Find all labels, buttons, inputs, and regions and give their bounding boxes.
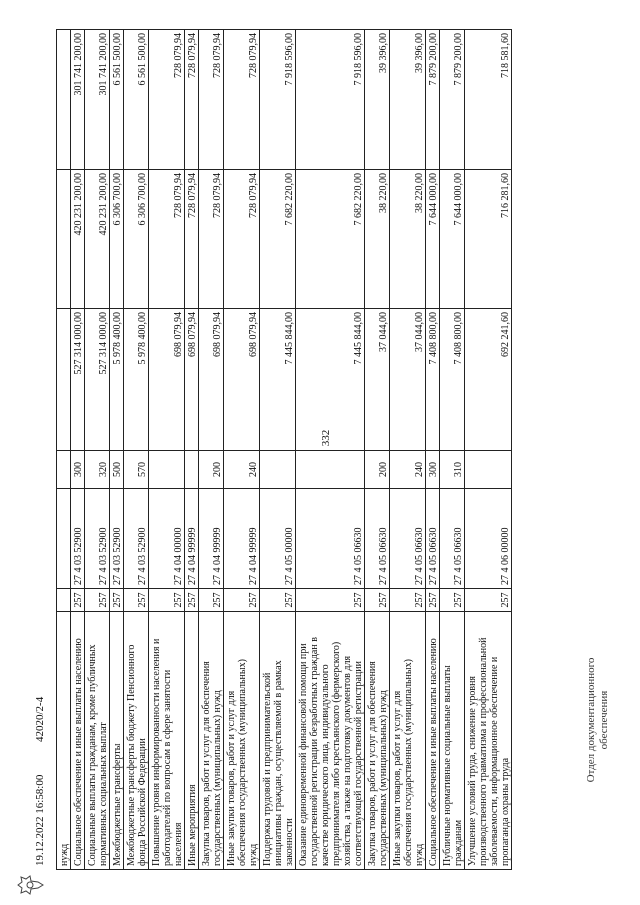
- table-row: [296, 30, 365, 870]
- row-amount-2024: 6 306 700,00: [110, 170, 124, 309]
- row-expense-type: [149, 451, 185, 489]
- row-target-article: 27 4 05 06630: [365, 489, 390, 589]
- description-line: Межбюджетные трансферты бюджету Пенсионного: [126, 644, 137, 866]
- description-line: нужд: [414, 843, 425, 866]
- row-expense-type: [185, 451, 199, 489]
- description-line: Иные закупки товаров, работ и услуг для: [226, 690, 237, 866]
- row-target-article: 27 4 03 52900: [71, 489, 85, 589]
- description-line: обеспечения государственных (муниципальных): [403, 659, 414, 866]
- row-target-article: 27 4 04 99999: [224, 489, 260, 589]
- row-amount-2023: 7 445 844,00: [260, 309, 296, 451]
- row-amount-2023: 37 044,00: [390, 309, 426, 451]
- row-amount-2024: 420 231 200,00: [71, 170, 85, 309]
- row-amount-2024: 7 644 000,00: [440, 170, 465, 309]
- row-amount-2024: 420 231 200,00: [85, 170, 110, 309]
- table-row: [149, 30, 185, 870]
- row-amount-2024: 38 220,00: [365, 170, 390, 309]
- row-target-article: 27 4 05 06630: [440, 489, 465, 589]
- row-description: [199, 612, 224, 870]
- row-grbs-code: 257: [465, 589, 512, 612]
- row-expense-type: [57, 451, 71, 489]
- row-expense-type: 300: [71, 451, 85, 489]
- row-description: [110, 612, 124, 870]
- row-amount-2025: 39 396,00: [390, 30, 426, 170]
- row-expense-type: [296, 451, 365, 489]
- row-grbs-code: 257: [224, 589, 260, 612]
- description-line: заболеваемости, информационное обеспечение и: [489, 656, 500, 866]
- description-line: нормативных социальных выплат: [98, 722, 109, 866]
- row-expense-type: 320: [85, 451, 110, 489]
- row-amount-2024: 7 644 000,00: [426, 170, 440, 309]
- description-line: гражданам: [453, 819, 464, 866]
- row-description: [365, 612, 390, 870]
- description-line: Оказание единовременной финансовой помощи при: [298, 643, 309, 866]
- row-target-article: 27 4 03 52900: [124, 489, 149, 589]
- row-amount-2023: [57, 309, 71, 451]
- description-line: соответствующей государственной регистрации: [353, 660, 364, 866]
- row-amount-2023: 698 079,94: [224, 309, 260, 451]
- description-line: Закупка товаров, работ и услуг для обеспечения: [367, 661, 378, 866]
- footer-document-id: 42020/2-4: [34, 696, 46, 742]
- row-amount-2023: 698 079,94: [199, 309, 224, 451]
- row-amount-2025: 301 741 200,00: [71, 30, 85, 170]
- row-grbs-code: 257: [440, 589, 465, 612]
- row-grbs-code: 257: [260, 589, 296, 612]
- table-row: [440, 30, 465, 870]
- row-target-article: 27 4 05 06630: [426, 489, 440, 589]
- row-expense-type: 300: [426, 451, 440, 489]
- row-grbs-code: 257: [296, 589, 365, 612]
- row-target-article: 27 4 05 06630: [296, 489, 365, 589]
- row-description: [57, 612, 71, 870]
- description-line: качестве юридического лица, индивидуального: [320, 664, 331, 866]
- row-grbs-code: 257: [85, 589, 110, 612]
- row-description: [296, 612, 365, 870]
- table-row: [85, 30, 110, 870]
- table-row: [199, 30, 224, 870]
- row-target-article: 27 4 05 06630: [390, 489, 426, 589]
- description-line: работодателей по вопросам в сфере занятости: [162, 669, 173, 866]
- row-amount-2024: 728 079,94: [185, 170, 199, 309]
- row-grbs-code: [57, 589, 71, 612]
- description-line: фонда Российской Федерации: [137, 738, 148, 866]
- row-expense-type: 570: [124, 451, 149, 489]
- description-line: обеспечения государственных (муниципальных): [237, 659, 248, 866]
- table-row: [365, 30, 390, 870]
- table-row: [110, 30, 124, 870]
- description-line: пропаганда охраны труда: [500, 757, 511, 866]
- row-amount-2023: 7 408 800,00: [440, 309, 465, 451]
- row-amount-2024: [57, 170, 71, 309]
- row-description: [426, 612, 440, 870]
- row-description: [85, 612, 110, 870]
- row-amount-2024: 7 682 220,00: [260, 170, 296, 309]
- row-description: [224, 612, 260, 870]
- description-line: Повышение уровня информированности населения и: [151, 638, 162, 866]
- row-amount-2023: 698 079,94: [185, 309, 199, 451]
- description-line: инициативы граждан, осуществляемой в рамках: [273, 660, 284, 866]
- row-amount-2025: 6 561 500,00: [124, 30, 149, 170]
- row-target-article: 27 4 04 00000: [149, 489, 185, 589]
- table-row: [57, 30, 71, 870]
- row-amount-2025: 718 581,60: [465, 30, 512, 170]
- row-expense-type: 240: [224, 451, 260, 489]
- row-amount-2023: 5 978 400,00: [110, 309, 124, 451]
- description-line: Межбюджетные трансферты: [112, 743, 123, 866]
- table-row: [390, 30, 426, 870]
- row-amount-2025: 7 918 596,00: [260, 30, 296, 170]
- row-amount-2024: 728 079,94: [199, 170, 224, 309]
- stamp-line-1: Отдел документационного: [585, 657, 597, 783]
- budget-table: [56, 29, 512, 870]
- row-target-article: 27 4 06 00000: [465, 489, 512, 589]
- row-description: [185, 612, 199, 870]
- row-amount-2025: 301 741 200,00: [85, 30, 110, 170]
- row-grbs-code: 257: [199, 589, 224, 612]
- table-row: [426, 30, 440, 870]
- row-amount-2025: [57, 30, 71, 170]
- row-target-article: 27 4 05 00000: [260, 489, 296, 589]
- table-row: [224, 30, 260, 870]
- row-amount-2025: 7 879 200,00: [440, 30, 465, 170]
- row-amount-2024: 728 079,94: [149, 170, 185, 309]
- row-amount-2025: 7 879 200,00: [426, 30, 440, 170]
- row-amount-2023: 692 241,60: [465, 309, 512, 451]
- row-amount-2023: 527 314 000,00: [71, 309, 85, 451]
- description-line: Иные закупки товаров, работ и услуг для: [392, 690, 403, 866]
- description-line: Улучшение условий труда, снижение уровня: [467, 675, 478, 866]
- row-description: [71, 612, 85, 870]
- page-number: 332: [320, 429, 332, 447]
- description-line: государственных (муниципальных) нужд: [378, 690, 389, 866]
- row-amount-2023: 698 079,94: [149, 309, 185, 451]
- row-grbs-code: 257: [110, 589, 124, 612]
- row-target-article: 27 4 03 52900: [85, 489, 110, 589]
- row-amount-2024: 716 281,60: [465, 170, 512, 309]
- row-amount-2024: 38 220,00: [390, 170, 426, 309]
- row-amount-2025: 728 079,94: [224, 30, 260, 170]
- description-line: хозяйства, а также на подготовку документов для: [342, 655, 353, 866]
- row-target-article: 27 4 04 99999: [185, 489, 199, 589]
- description-line: государственной регистрации безработных граждан в: [309, 637, 320, 866]
- description-line: Закупка товаров, работ и услуг для обеспечения: [201, 661, 212, 866]
- description-line: нужд: [59, 843, 70, 866]
- row-grbs-code: 257: [390, 589, 426, 612]
- description-line: Иные мероприятия: [187, 784, 198, 866]
- description-line: Социальное обеспечение и иные выплаты населению: [73, 638, 84, 866]
- row-grbs-code: 257: [365, 589, 390, 612]
- row-amount-2023: 527 314 000,00: [85, 309, 110, 451]
- description-line: населения: [173, 822, 184, 866]
- row-grbs-code: 257: [71, 589, 85, 612]
- description-line: Социальное обеспечение и иные выплаты населению: [428, 638, 439, 866]
- table-row: [465, 30, 512, 870]
- row-amount-2023: 5 978 400,00: [124, 309, 149, 451]
- table-row: [71, 30, 85, 870]
- row-expense-type: 500: [110, 451, 124, 489]
- row-expense-type: 200: [199, 451, 224, 489]
- row-amount-2025: 6 561 500,00: [110, 30, 124, 170]
- row-description: [124, 612, 149, 870]
- description-line: законности: [284, 818, 295, 866]
- row-amount-2023: 7 445 844,00: [296, 309, 365, 451]
- row-amount-2023: 7 408 800,00: [426, 309, 440, 451]
- footer-datetime: 19.12.2022 16:58:00: [34, 774, 46, 866]
- row-grbs-code: 257: [124, 589, 149, 612]
- row-amount-2024: 728 079,94: [224, 170, 260, 309]
- row-expense-type: [260, 451, 296, 489]
- row-description: [390, 612, 426, 870]
- description-line: производственного травматизма и профессиональной: [478, 637, 489, 866]
- row-expense-type: 240: [390, 451, 426, 489]
- description-line: Поддержка трудовой и предпринимательской: [262, 672, 273, 866]
- row-amount-2025: 728 079,94: [185, 30, 199, 170]
- row-description: [465, 612, 512, 870]
- description-line: предпринимателя либо крестьянского (фермерского): [331, 641, 342, 866]
- table-row: [185, 30, 199, 870]
- row-amount-2024: 7 682 220,00: [296, 170, 365, 309]
- row-description: [149, 612, 185, 870]
- stamp-line-2: обеспечения: [598, 690, 610, 750]
- row-description: [260, 612, 296, 870]
- description-line: нужд: [248, 843, 259, 866]
- row-amount-2023: 37 044,00: [365, 309, 390, 451]
- table-row: [124, 30, 149, 870]
- row-amount-2024: 6 306 700,00: [124, 170, 149, 309]
- row-amount-2025: 728 079,94: [149, 30, 185, 170]
- row-amount-2025: 7 918 596,00: [296, 30, 365, 170]
- table-row: [260, 30, 296, 870]
- row-amount-2025: 728 079,94: [199, 30, 224, 170]
- row-amount-2025: 39 396,00: [365, 30, 390, 170]
- row-expense-type: 200: [365, 451, 390, 489]
- budget-table-container: [56, 30, 612, 870]
- row-target-article: 27 4 04 99999: [199, 489, 224, 589]
- row-target-article: 27 4 03 52900: [110, 489, 124, 589]
- description-line: Публичные нормативные социальные выплаты: [442, 665, 453, 866]
- row-expense-type: 310: [440, 451, 465, 489]
- row-target-article: [57, 489, 71, 589]
- state-emblem-icon: [16, 874, 46, 896]
- row-description: [440, 612, 465, 870]
- row-grbs-code: 257: [149, 589, 185, 612]
- department-stamp: [585, 605, 615, 835]
- row-grbs-code: 257: [185, 589, 199, 612]
- row-grbs-code: 257: [426, 589, 440, 612]
- row-expense-type: [465, 451, 512, 489]
- description-line: государственных (муниципальных) нужд: [212, 690, 223, 866]
- description-line: Социальные выплаты гражданам, кроме публичных: [87, 644, 98, 866]
